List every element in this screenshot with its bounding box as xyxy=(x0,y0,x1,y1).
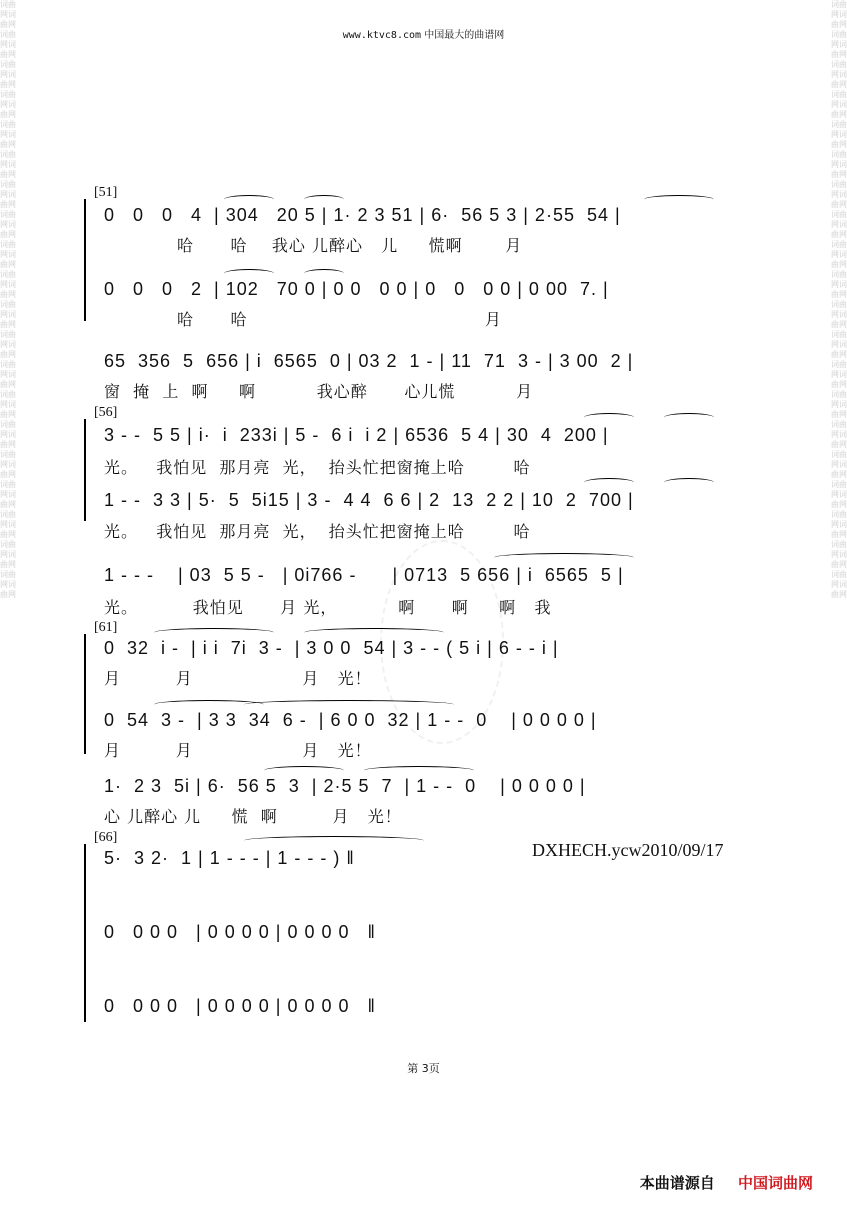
side-watermark-left: 词曲网词曲网词曲网词曲网词曲网词曲网词曲网词曲网词曲网词曲网词曲网词曲网词曲网词曲网词曲网词曲网词曲网词曲网词曲网词曲网词曲网词曲网词曲网词曲网词曲网词曲网词曲网词曲网词曲网词曲网词曲网词曲网词曲网词曲网词曲网词曲网词曲网词曲网词曲网词曲网 xyxy=(0,0,16,599)
source-brand-link[interactable]: 中国词曲网 xyxy=(737,1174,813,1192)
header-site-name: 中国最大的曲谱网 xyxy=(424,30,505,41)
slur-mark xyxy=(304,628,444,637)
system-bracket xyxy=(84,634,91,754)
notation-line: 0 54 3 - | 3 3 34 6 - | 6 0 0 32 | 1 - - 0 | 0 0 0 0 | xyxy=(104,710,597,730)
lyrics-line: 月 月 月 光！ xyxy=(104,741,372,760)
slur-mark xyxy=(224,269,274,278)
slur-mark xyxy=(664,413,714,422)
lyrics-line: 光。 我怕见 月 光， 啊 啊 啊 我 xyxy=(104,598,552,617)
notation-line: 0 0 0 2 | 102 70 0 | 0 0 0 0 | 0 0 0 0 | 0 00 7. | xyxy=(104,279,609,299)
score-system-61 xyxy=(84,620,754,835)
slur-mark xyxy=(584,413,634,422)
measure-number: [51] xyxy=(94,185,118,200)
system-bracket xyxy=(84,199,91,321)
page-number: 第 3页 xyxy=(407,1062,440,1075)
notation-line: 3 - - 5 5 | i· i 233i | 5 - 6 i i 2 | 6536 5 4 | 30 4 200 | xyxy=(104,425,609,445)
notation-line: 0 32 i - | i i 7i 3 - | 3 0 0 54 | 3 - - ( 5 i | 6 - - i | xyxy=(104,638,559,658)
footer-source xyxy=(640,1172,813,1193)
lyrics-line: 心 儿醉心 儿 慌 啊 月 光！ xyxy=(104,807,402,826)
slur-mark xyxy=(644,195,714,204)
lyrics-line: 月 月 月 光！ xyxy=(104,669,372,688)
notation-line: 0 0 0 4 | 304 20 5 | 1· 2 3 51 | 6· 56 5 3 | 2·55 54 | xyxy=(104,205,621,225)
slur-mark xyxy=(584,478,634,487)
slur-mark xyxy=(224,195,274,204)
notation-line: 0 0 0 0 | 0 0 0 0 | 0 0 0 0 ‖ xyxy=(104,996,376,1016)
system-bracket xyxy=(84,844,91,1022)
notation-line: 65 356 5 656 | i 6565 0 | 03 2 1 - | 11 71 3 - | 3 00 2 | xyxy=(104,351,634,371)
measure-number: [66] xyxy=(94,830,118,845)
notation-line: 5· 3 2· 1 | 1 - - - | 1 - - - ) ‖ xyxy=(104,848,355,868)
slur-mark xyxy=(494,553,634,562)
lyrics-line: 哈 哈 月 xyxy=(104,310,502,329)
notation-line: 1 - - - | 03 5 5 - | 0i766 - | 0713 5 656 | i 6565 5 | xyxy=(104,565,624,585)
lyrics-line: 光。 我怕见 那月亮 光， 抬头忙把窗掩上哈 哈 xyxy=(104,522,531,541)
score-system-51 xyxy=(84,185,754,410)
notation-line: 0 0 0 0 | 0 0 0 0 | 0 0 0 0 ‖ xyxy=(104,922,376,942)
lyrics-line: 光。 我怕见 那月亮 光， 抬头忙把窗掩上哈 哈 xyxy=(104,458,531,477)
slur-mark xyxy=(244,700,454,709)
measure-number: [56] xyxy=(94,405,118,420)
notation-line: 1 - - 3 3 | 5· 5 5i15 | 3 - 4 4 6 6 | 2 13 2 2 | 10 2 700 | xyxy=(104,490,634,510)
slur-mark xyxy=(244,836,424,845)
notation-line: 1· 2 3 5i | 6· 56 5 3 | 2·5 5 7 | 1 - - 0 | 0 0 0 0 | xyxy=(104,776,586,796)
slur-mark xyxy=(664,478,714,487)
system-bracket xyxy=(84,419,91,521)
source-label: 本曲谱源自 xyxy=(639,1174,715,1192)
slur-mark xyxy=(304,195,344,204)
lyrics-line: 哈 哈 我心 儿醉心 儿 慌啊 月 xyxy=(104,236,523,255)
arranger-signature: DXHECH.ycw2010/09/17 xyxy=(532,840,724,860)
measure-number: [61] xyxy=(94,620,118,635)
slur-mark xyxy=(304,269,344,278)
page-header xyxy=(0,26,847,41)
score-system-66 xyxy=(84,830,754,1030)
header-url[interactable]: www.ktvc8.com xyxy=(342,30,422,41)
lyrics-line: 窗 掩 上 啊 啊 我心醉 心儿慌 月 xyxy=(104,382,534,401)
score-system-56 xyxy=(84,405,754,625)
slur-mark xyxy=(264,766,344,775)
side-watermark-right: 词曲网词曲网词曲网词曲网词曲网词曲网词曲网词曲网词曲网词曲网词曲网词曲网词曲网词曲网词曲网词曲网词曲网词曲网词曲网词曲网词曲网词曲网词曲网词曲网词曲网词曲网词曲网词曲网词曲网词曲网词曲网词曲网词曲网词曲网词曲网词曲网词曲网词曲网词曲网词曲网 xyxy=(831,0,847,599)
slur-mark xyxy=(154,628,274,637)
slur-mark xyxy=(364,766,474,775)
